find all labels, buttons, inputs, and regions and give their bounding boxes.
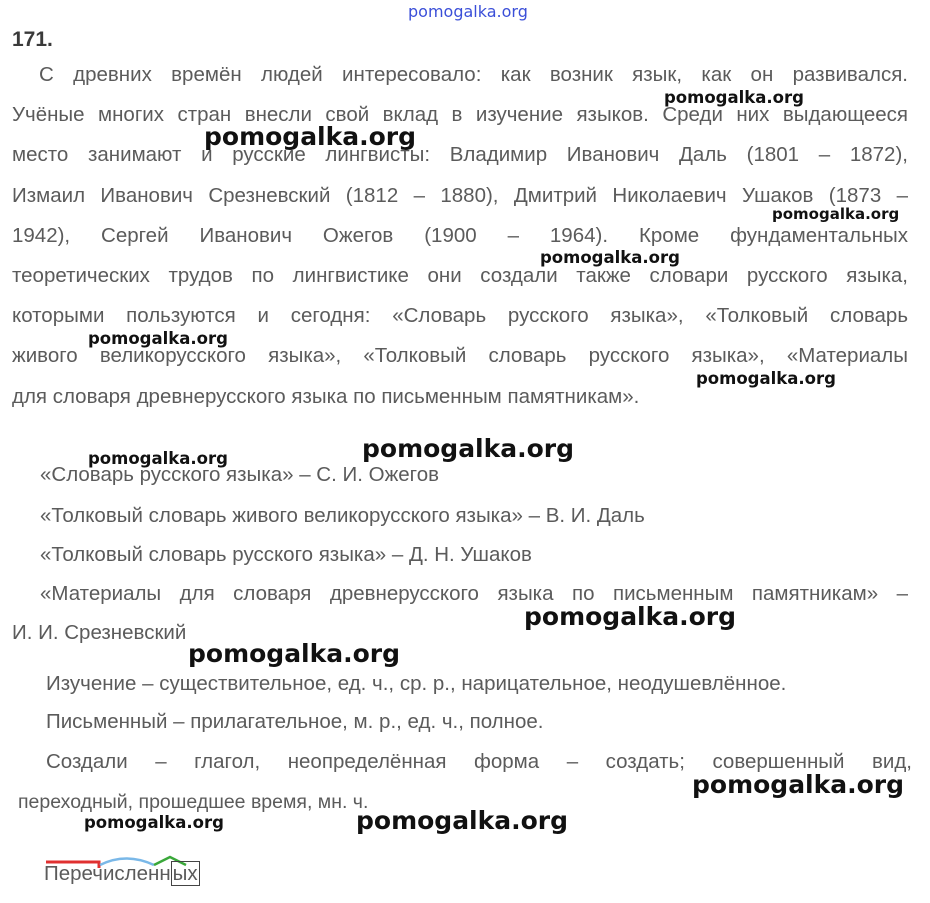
answer-line: «Толковый словарь русского языка» – Д. Н. Ушаков — [40, 543, 532, 566]
paragraph-line: С древних времён людей интересовало: как возник язык, как он развивался. — [39, 63, 908, 86]
header-watermark: pomogalka.org — [408, 2, 528, 21]
paragraph-line: место занимают и русские лингвисты: Владимир Иванович Даль (1801 – 1872), — [12, 143, 908, 167]
parsing-line: Изучение – существительное, ед. ч., ср. р., нарицательное, неодушевлённое. — [46, 672, 787, 695]
paragraph-line: живого великорусского языка», «Толковый словарь русского языка», «Материалы — [12, 344, 908, 368]
task-paragraph — [12, 55, 908, 417]
watermark: pomogalka.org — [696, 369, 836, 388]
watermark: pomogalka.org — [88, 329, 228, 348]
answer-line: «Толковый словарь живого великорусского языка» – В. И. Даль — [40, 504, 645, 527]
watermark: pomogalka.org — [188, 639, 401, 668]
morpheme-word — [44, 862, 200, 886]
watermark: pomogalka.org — [524, 602, 737, 631]
answer-line: «Словарь русского языка» – С. И. Ожегов — [40, 463, 439, 486]
paragraph-line: Учёные многих стран внесли свой вклад в изучение языков. Среди них выдающееся — [12, 103, 908, 127]
answer-line: И. И. Срезневский — [12, 621, 187, 644]
watermark: pomogalka.org — [772, 205, 900, 223]
answer-line: «Материалы для словаря древнерусского языка по письменным памятникам» – — [40, 582, 908, 605]
watermark: pomogalka.org — [664, 88, 804, 107]
watermark: pomogalka.org — [540, 248, 680, 267]
watermark: pomogalka.org — [692, 770, 905, 799]
word-ending: ых — [172, 862, 198, 885]
paragraph-line: Измаил Иванович Срезневский (1812 – 1880), Дмитрий Николаевич Ушаков (1873 – — [12, 183, 908, 207]
paragraph-line: теоретических трудов по лингвистике они создали также словари русского языка, — [12, 263, 908, 287]
parsing-line: Создали – глагол, неопределённая форма – создать; совершенный вид, — [46, 750, 912, 773]
exercise-number: 171. — [12, 28, 53, 51]
paragraph-line: для словаря древнерусского языка по письменным памятникам». — [12, 384, 640, 408]
parsing-line: переходный, прошедшее время, мн. ч. — [18, 791, 369, 813]
watermark: pomogalka.org — [84, 813, 224, 832]
paragraph-line: 1942), Сергей Иванович Ожегов (1900 – 1964). Кроме фундаментальных — [12, 223, 908, 247]
watermark: pomogalka.org — [356, 806, 569, 835]
word-stem: Перечисленн — [44, 862, 171, 885]
watermark: pomogalka.org — [362, 434, 575, 463]
watermark: pomogalka.org — [204, 122, 417, 151]
parsing-line: Письменный – прилагательное, м. р., ед. ч., полное. — [46, 710, 544, 733]
watermark: pomogalka.org — [88, 449, 228, 468]
paragraph-line: которыми пользуются и сегодня: «Словарь русского языка», «Толковый словарь — [12, 304, 908, 328]
